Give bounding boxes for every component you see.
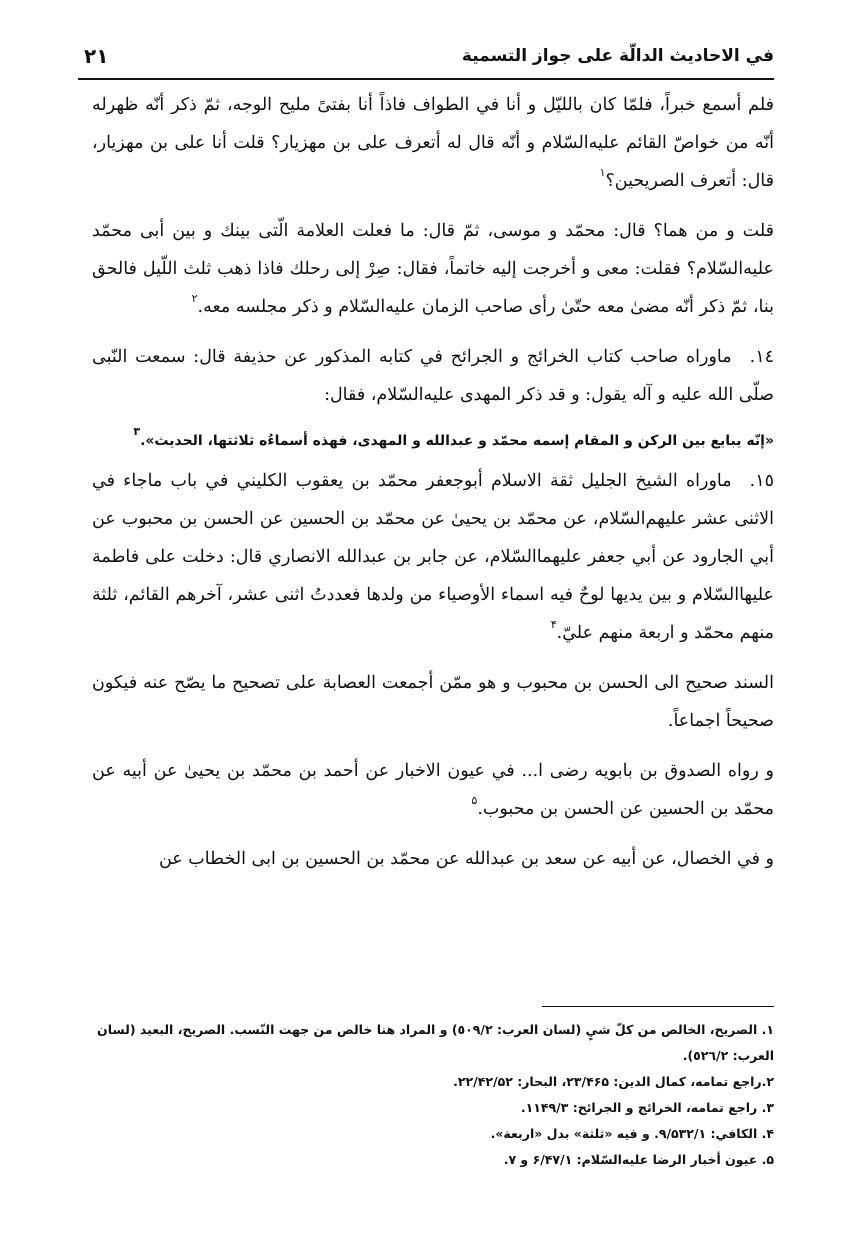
hadith-15: ١٥.ماوراه الشيخ الجليل ثقة الاسلام أبوجعفر محمّد بن يعقوب الكليني في باب ماجاء في الاثنى عشر عليهم‌السّلام، عن محمّد بن يحيىٰ عن محمّد بن الحسين عن الحسن بن محبوب عن أبي الجارود عن أبي جعفر عليهماالسّلام، عن جابر بن عبدالله الانصاري قال: دخلت على فاطمة عليهاالسّلام و بين يديها لوحٌ فيه اسماء الأوصياء من ولدها فعددتُ اثنى عشر، آخرهم القائم، ثلثة منهم محمّد و اربعة منهم عليّ.$^۴$ — [92, 471, 774, 643]
page-number: ٢١ — [84, 44, 109, 68]
footnote: ٢.راجع تمامه، كمال الدين: ٢٣/۴۶۵، البحار: ٢٢/۴٢/۵٢. — [453, 1074, 774, 1089]
footnote: ۴. الكافي: ٩/۵٣٢/١. و فيه «ثلثة» بدل «اربعة». — [490, 1126, 774, 1141]
footnotes — [82, 1017, 774, 1173]
hadith-14: ١٤.ماوراه صاحب كتاب الخرائج و الجرائح في كتابه المذكور عن حذيفة قال: سمعت النّبى صلّى الله عليه و آله يقول: و قد ذكر المهدى عليه‌السّلام، فقال: — [92, 347, 774, 405]
footnote-divider — [542, 1006, 774, 1007]
footnote: ٣. راجع تمامه، الخرائج و الجرائح: ١١۴٩/٣. — [520, 1100, 774, 1115]
page-header — [78, 38, 774, 80]
footnote-ref: ٢ — [191, 292, 198, 305]
paragraph: السند صحيح الى الحسن بن محبوب و هو ممّن أجمعت العصابة على تصحيح ما يصّح عنه فيكون صحيحاً اجماعاً. — [92, 673, 774, 731]
footnote-ref: ١ — [599, 166, 606, 179]
main-text — [92, 86, 774, 890]
hadith-quote: «إنّه يبايع بين الركن و المقام إسمه محمّد و عبدالله و المهدى، فهذه أسماءُه ثلاثتها، الحديث».$^٣$ — [133, 425, 774, 449]
paragraph: و في الخصال، عن أبيه عن سعد بن عبدالله عن محمّد بن الحسين بن ابى الخطاب عن — [158, 849, 774, 869]
footnote-ref: ۴ — [550, 618, 557, 631]
footnote: ١. الصريح، الخالص من كلّ شيٍ (لسان العرب: ٥٠٩/٢) و المراد هنا خالص من جهت النّسب. الصريح، البعيد (لسان العرب: ٥٢٦/٢). — [97, 1022, 774, 1063]
footnote-ref: ٣ — [133, 425, 141, 438]
running-title: في الاحاديث الدالّة على جواز التسمية — [461, 46, 774, 66]
hadith-number: ١٤. — [749, 347, 774, 367]
paragraph: و رواه الصدوق بن بابويه رضى ا... في عيون الاخبار عن أحمد بن محمّد بن يحيىٰ عن أبيه عن محمّد بن الحسين عن الحسن بن محبوب.$^۵$ — [92, 761, 774, 819]
footnote-ref: ۵ — [471, 794, 478, 807]
hadith-number: ١٥. — [749, 471, 774, 491]
paragraph: فلم أسمع خبراً، فلمّا كان بالليّل و أنا في الطواف فاذاً أنا بفتىً مليح الوجه، ثمّ ذكر أنّه ظهرله أنّه من خواصّ القائم عليه‌السّلام و أنّه قال له أتعرف على بن مهزيار؟ قلت أنا على بن مهزيار، قال: أتعرف الصريحين؟$^١$ — [92, 95, 774, 191]
footnote: ۵. عيون أخبار الرضا عليه‌السّلام: ۶/۴٧/١ و ٧. — [503, 1152, 774, 1167]
paragraph: قلت و من هما؟ قال: محمّد و موسى، ثمّ قال: ما فعلت العلامة الّتى بينك و بين أبى محمّد عليه‌السّلام؟ فقلت: معى و أخرجت إليه خاتماً، فقال: صِرْ إلى رحلك فاذا ذهب ثلث اللّيل فالحق بنا، ثمّ ذكر أنّه مضىٰ معه حتّىٰ رأى صاحب الزمان عليه‌السّلام و ذكر مجلسه معه.$^٢$ — [92, 221, 774, 317]
